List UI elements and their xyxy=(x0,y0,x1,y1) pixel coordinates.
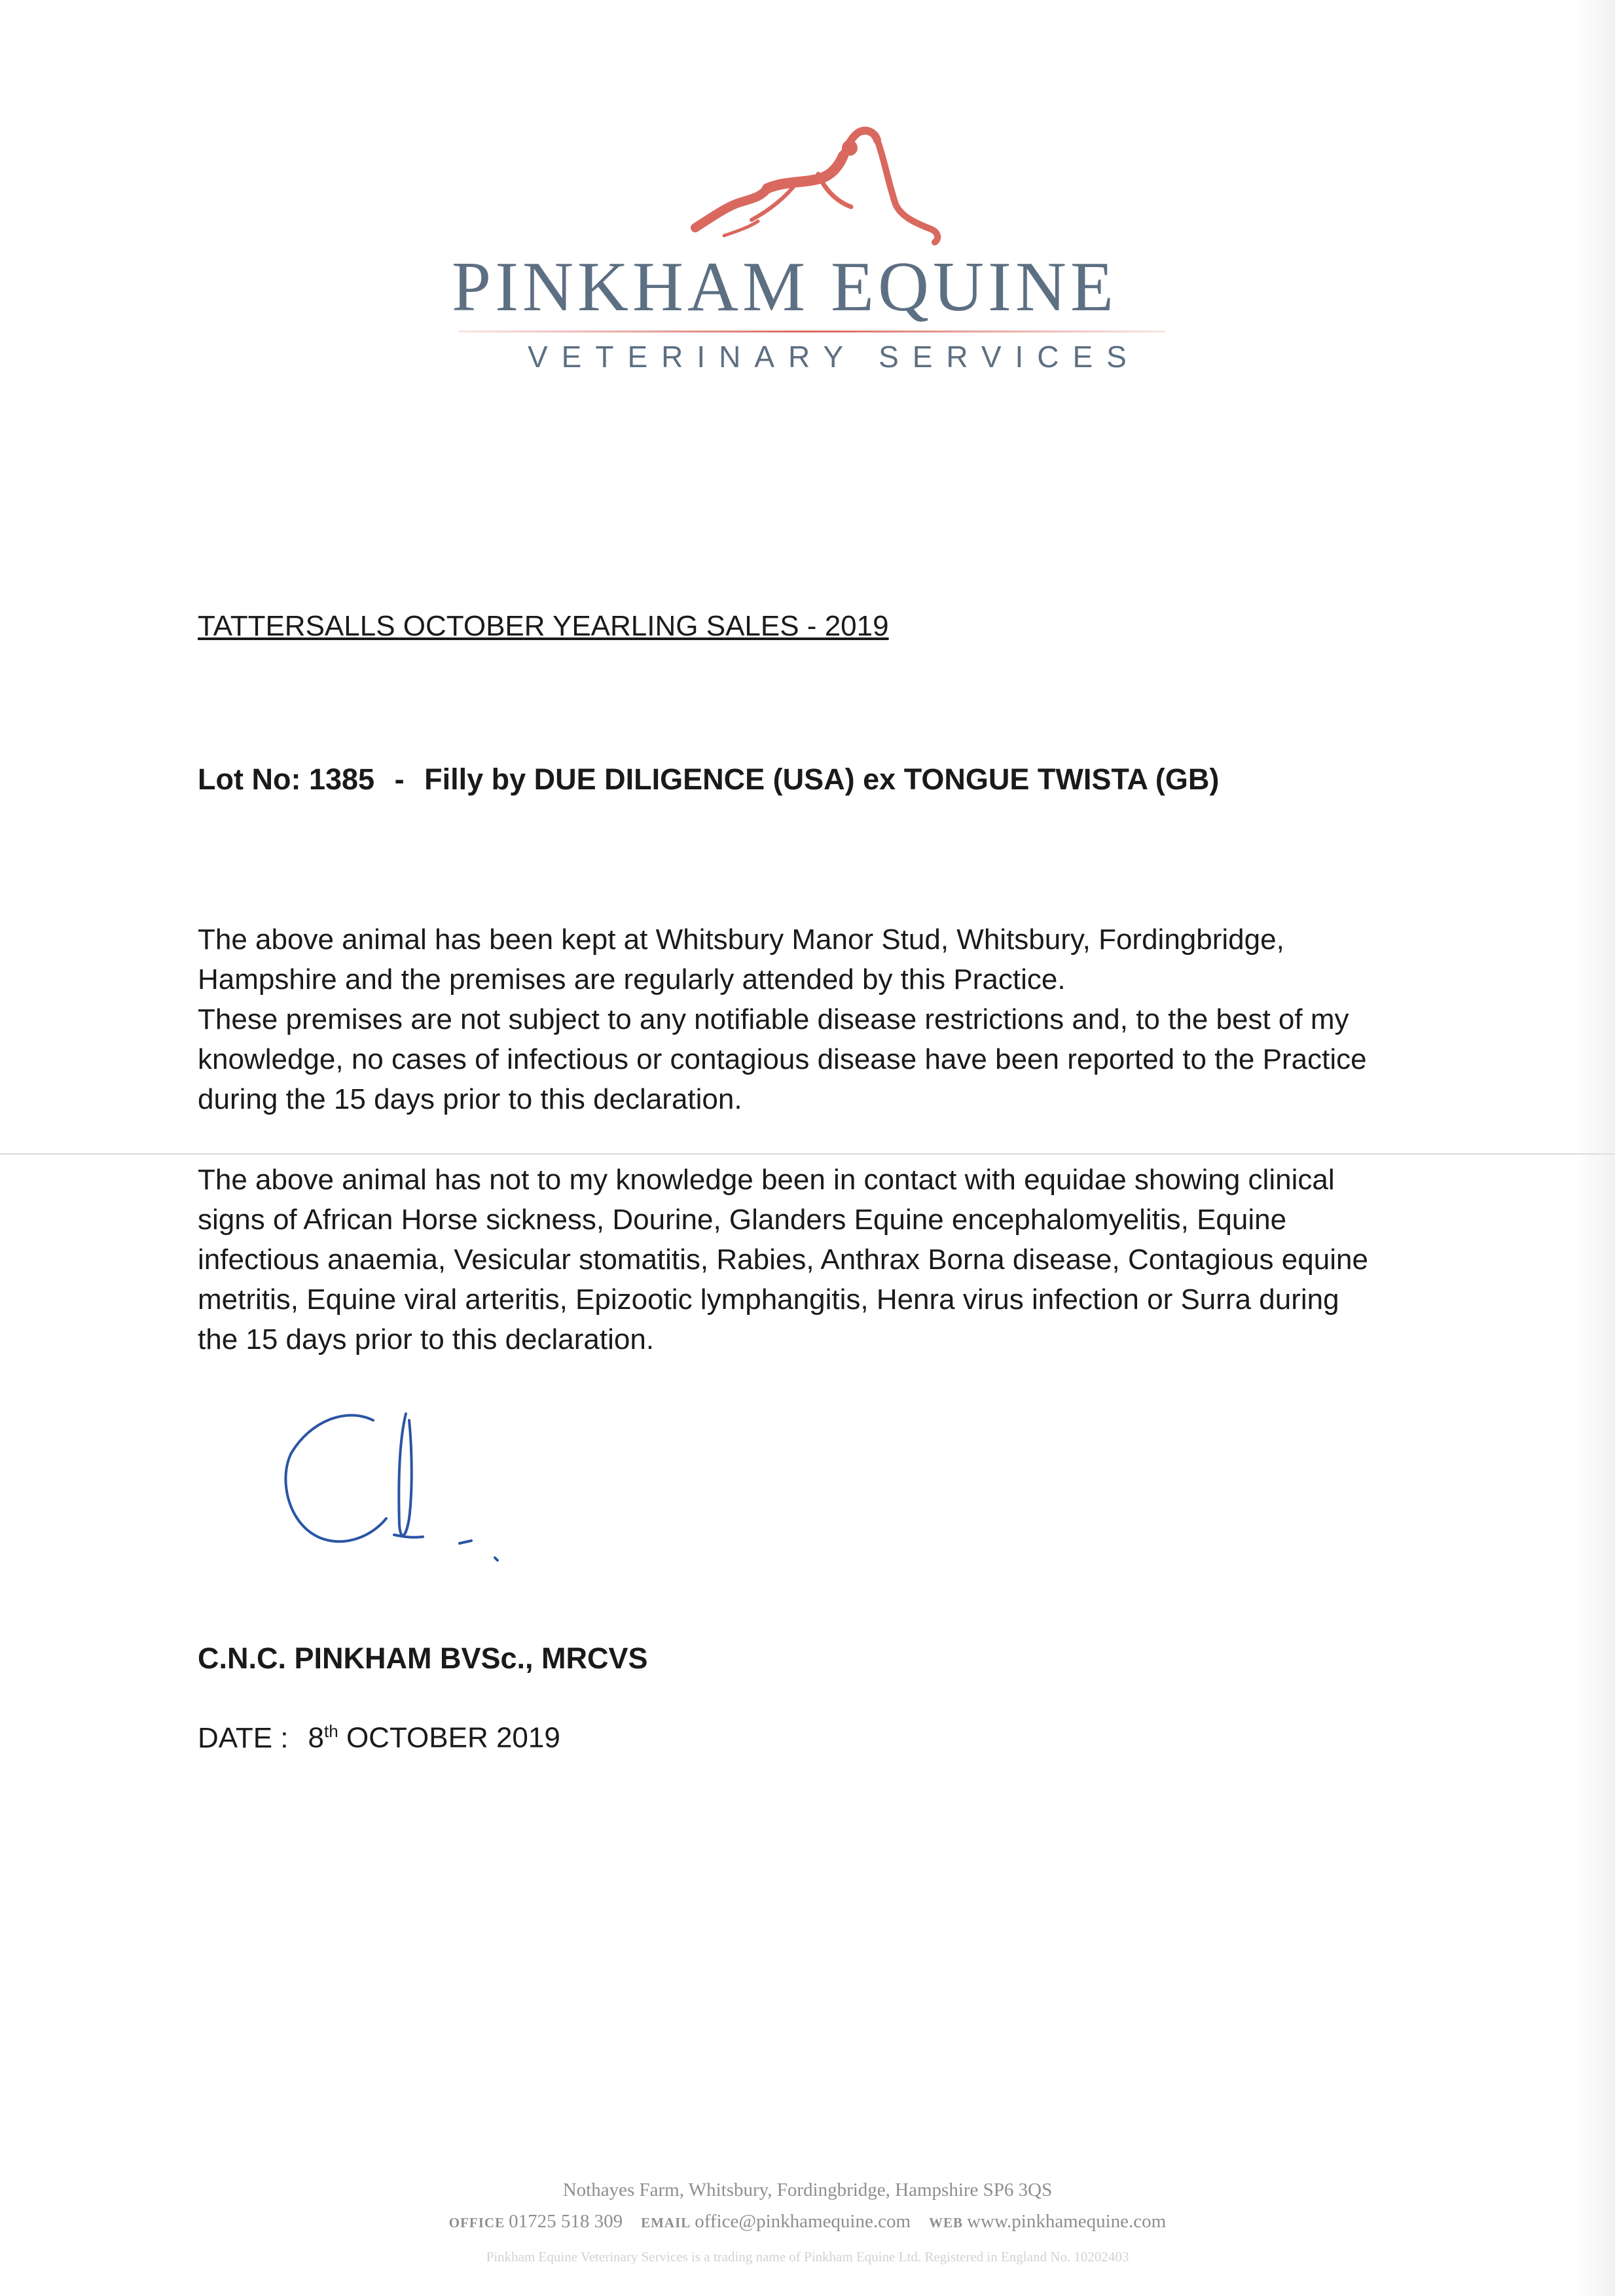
scan-edge-shadow xyxy=(1576,0,1615,2296)
scan-fold-line xyxy=(0,1153,1615,1155)
paragraph-line: signs of African Horse sickness, Dourine, Glanders Equine encephalomyelitis, Equine xyxy=(198,1204,1287,1236)
lot-separator: - xyxy=(394,762,405,796)
date-line xyxy=(198,1721,560,1755)
premises-declaration-paragraph xyxy=(198,920,1442,1119)
date-day-suffix: th xyxy=(324,1721,338,1741)
web-address: www.pinkhamequine.com xyxy=(967,2211,1167,2232)
email-label: EMAIL xyxy=(641,2215,691,2231)
office-label: OFFICE xyxy=(448,2215,505,2231)
company-logo-subtitle: VETERINARY SERVICES xyxy=(528,340,1140,374)
paragraph-line: metritis, Equine viral arteritis, Epizootic lymphangitis, Henra virus infection or Surra during xyxy=(198,1283,1339,1316)
paragraph-line: These premises are not subject to any notifiable disease restrictions and, to the best of my xyxy=(198,1003,1349,1035)
lot-description: Filly by DUE DILIGENCE (USA) ex TONGUE TWISTA (GB) xyxy=(424,762,1220,796)
document-heading: TATTERSALLS OCTOBER YEARLING SALES - 2019 xyxy=(198,610,889,642)
lot-number: 1385 xyxy=(308,762,375,796)
lot-label: Lot No: xyxy=(198,762,301,796)
handwritten-signature xyxy=(275,1401,524,1571)
date-label: DATE : xyxy=(198,1721,289,1754)
office-phone: 01725 518 309 xyxy=(509,2211,623,2232)
paragraph-line: knowledge, no cases of infectious or contagious disease have been reported to the Practice xyxy=(198,1043,1367,1075)
paragraph-line: The above animal has not to my knowledge been in contact with equidae showing clinical xyxy=(198,1164,1335,1196)
date-day: 8 xyxy=(308,1721,325,1754)
footer-contact xyxy=(0,2211,1615,2233)
paragraph-line: Hampshire and the premises are regularly attended by this Practice. xyxy=(198,963,1066,996)
logo-divider xyxy=(458,331,1165,332)
email-address: office@pinkhamequine.com xyxy=(695,2211,911,2232)
paragraph-line: The above animal has been kept at Whitsbury Manor Stud, Whitsbury, Fordingbridge, xyxy=(198,924,1284,956)
web-label: WEB xyxy=(929,2215,964,2231)
horse-logo-icon xyxy=(687,118,949,249)
lot-line xyxy=(198,762,1219,797)
company-logo-title: PINKHAM EQUINE xyxy=(452,248,1117,326)
paragraph-line: infectious anaemia, Vesicular stomatitis, Rabies, Anthrax Borna disease, Contagious equine xyxy=(198,1244,1368,1276)
disease-contact-paragraph xyxy=(198,1160,1442,1359)
date-month-year: OCTOBER 2019 xyxy=(346,1721,560,1754)
footer-legal-notice: Pinkham Equine Veterinary Services is a trading name of Pinkham Equine Ltd. Registered in England No. 10202403 xyxy=(486,2249,1129,2265)
paragraph-line: the 15 days prior to this declaration. xyxy=(198,1323,655,1355)
paragraph-line: during the 15 days prior to this declaration. xyxy=(198,1083,742,1115)
footer-address: Nothayes Farm, Whitsbury, Fordingbridge, Hampshire SP6 3QS xyxy=(562,2179,1053,2200)
signatory-name: C.N.C. PINKHAM BVSc., MRCVS xyxy=(198,1641,648,1675)
